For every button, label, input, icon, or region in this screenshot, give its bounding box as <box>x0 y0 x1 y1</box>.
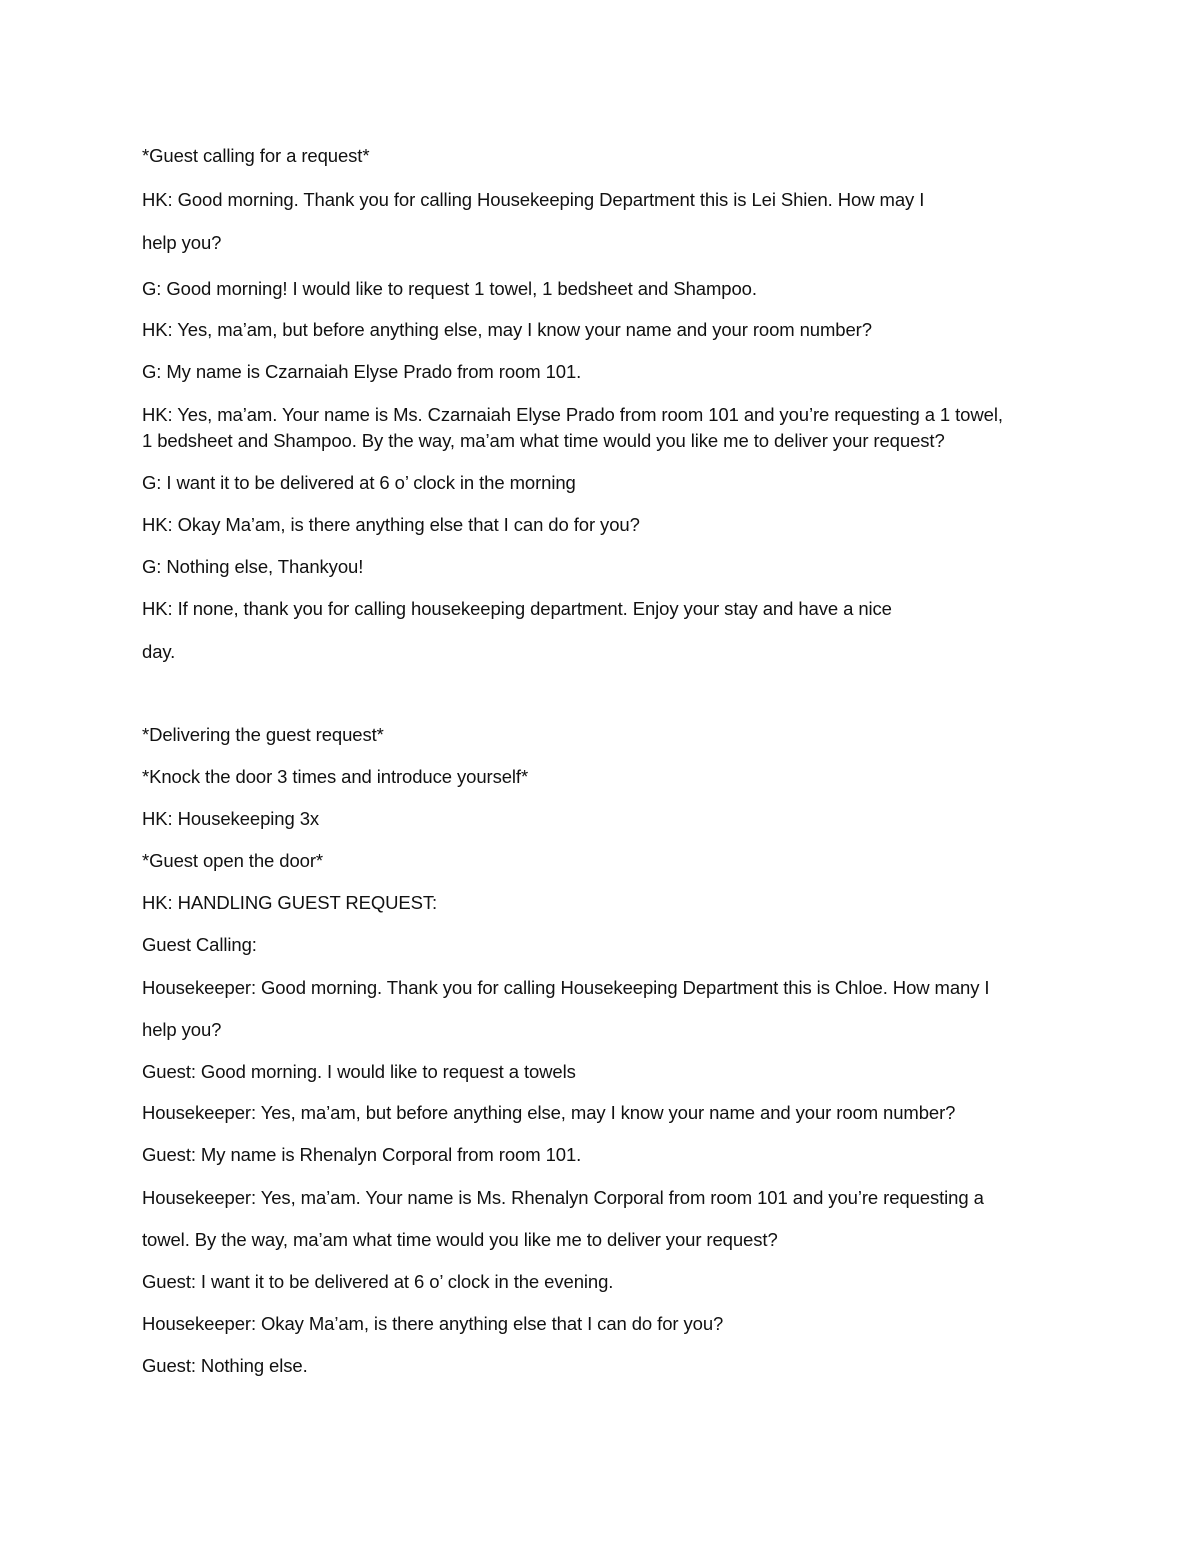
stage-direction: *Knock the door 3 times and introduce yourself* <box>142 766 529 787</box>
stage-direction: *Guest open the door* <box>142 850 323 871</box>
dialogue-line: towel. By the way, ma’am what time would you like me to deliver your request? <box>142 1229 778 1250</box>
dialogue-line: Guest: I want it to be delivered at 6 o’ clock in the evening. <box>142 1271 614 1292</box>
dialogue-line: HK: Yes, ma’am, but before anything else, may I know your name and your room number? <box>142 319 872 340</box>
dialogue-line: help you? <box>142 1019 222 1040</box>
dialogue-line: Guest: My name is Rhenalyn Corporal from room 101. <box>142 1144 582 1165</box>
dialogue-line: Guest: Good morning. I would like to request a towels <box>142 1061 576 1082</box>
dialogue-line: G: Good morning! I would like to request 1 towel, 1 bedsheet and Shampoo. <box>142 278 757 299</box>
dialogue-line: Guest: Nothing else. <box>142 1355 308 1376</box>
dialogue-line: Housekeeper: Yes, ma’am. Your name is Ms. Rhenalyn Corporal from room 101 and you’re requesting a <box>142 1187 984 1208</box>
dialogue-line: 1 bedsheet and Shampoo. By the way, ma’am what time would you like me to deliver your request? <box>142 430 945 451</box>
section-heading-guest-calling-request: *Guest calling for a request* <box>142 145 370 166</box>
dialogue-line: G: Nothing else, Thankyou! <box>142 556 364 577</box>
dialogue-line: day. <box>142 641 176 662</box>
dialogue-line: help you? <box>142 232 222 253</box>
dialogue-line: HK: Yes, ma’am. Your name is Ms. Czarnaiah Elyse Prado from room 101 and you’re requesting a 1 towel, <box>142 404 1003 425</box>
dialogue-line: HK: Housekeeping 3x <box>142 808 320 829</box>
dialogue-line: Housekeeper: Good morning. Thank you for calling Housekeeping Department this is Chloe. How many I <box>142 977 990 998</box>
dialogue-line: G: I want it to be delivered at 6 o’ clock in the morning <box>142 472 576 493</box>
section-heading-delivering-request: *Delivering the guest request* <box>142 724 384 745</box>
section-heading-guest-calling: Guest Calling: <box>142 934 257 955</box>
dialogue-line: Housekeeper: Yes, ma’am, but before anything else, may I know your name and your room number? <box>142 1102 956 1123</box>
dialogue-line: HK: Good morning. Thank you for calling Housekeeping Department this is Lei Shien. How may I <box>142 189 925 210</box>
dialogue-line: G: My name is Czarnaiah Elyse Prado from room 101. <box>142 361 582 382</box>
dialogue-line: HK: Okay Ma’am, is there anything else that I can do for you? <box>142 514 640 535</box>
dialogue-line: Housekeeper: Okay Ma’am, is there anything else that I can do for you? <box>142 1313 724 1334</box>
dialogue-line: HK: If none, thank you for calling housekeeping department. Enjoy your stay and have a nice <box>142 598 892 619</box>
dialogue-line: HK: HANDLING GUEST REQUEST: <box>142 892 438 913</box>
